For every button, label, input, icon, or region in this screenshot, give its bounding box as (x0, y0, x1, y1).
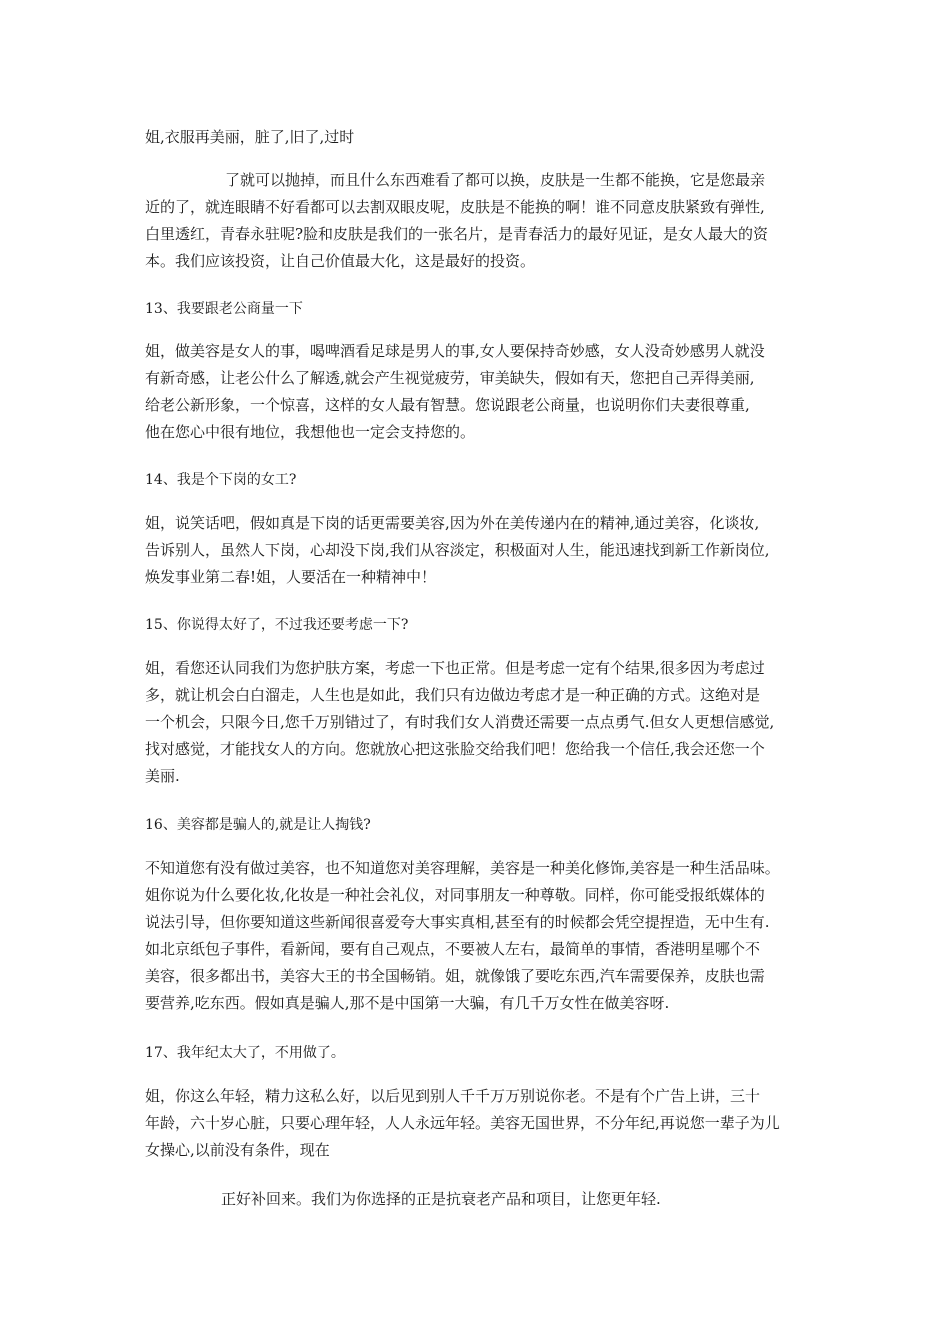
text-line: 姐，说笑话吧，假如真是下岗的话更需要美容,因为外在美传递内在的精神,通过美容，化谈妆, (145, 514, 760, 532)
text-line: 美丽. (145, 767, 180, 785)
text-line: 美容，很多都出书，美容大王的书全国畅销。姐，就像饿了要吃东西,汽车需要保养，皮肤也需 (145, 967, 765, 985)
text-line: 给老公新形象，一个惊喜，这样的女人最有智慧。您说跟老公商量，也说明你们夫妻很尊重, (145, 396, 750, 414)
heading-14: 14、我是个下岗的女工? (145, 472, 297, 488)
text-line: 找对感觉，才能找女人的方向。您就放心把这张脸交给我们吧！您给我一个信任,我会还您一个 (145, 740, 765, 758)
heading-13: 13、我要跟老公商量一下 (145, 301, 303, 317)
text-line: 不知道您有没有做过美容，也不知道您对美容理解，美容是一种美化修饰,美容是一种生活品味。 (145, 859, 780, 877)
text-line: 有新奇感，让老公什么了解透,就会产生视觉疲劳，审美缺失，假如有天，您把自己弄得美丽, (145, 369, 755, 387)
paragraph-17 (145, 1083, 810, 1164)
paragraph-intro (145, 124, 810, 151)
text-line: 了就可以抛掉，而且什么东西难看了都可以换，皮肤是一生都不能换，它是您最亲 (225, 171, 766, 189)
heading-15: 15、你说得太好了，不过我还要考虑一下? (145, 617, 409, 633)
text-line: 女操心,以前没有条件，现在 (145, 1141, 330, 1159)
text-line: 近的了，就连眼睛不好看都可以去割双眼皮呢，皮肤是不能换的啊！谁不同意皮肤紧致有弹性, (145, 198, 765, 216)
heading-16: 16、美容都是骗人的,就是让人掏钱? (145, 817, 371, 833)
paragraph-skin (145, 167, 810, 275)
paragraph-13 (145, 338, 810, 446)
text-line: 白里透红，青春永驻呢?脸和皮肤是我们的一张名片，是青春活力的最好见证，是女人最大的资 (145, 225, 769, 243)
text-line: 正好补回来。我们为你选择的正是抗衰老产品和项目，让您更年轻. (221, 1190, 661, 1208)
text-line: 要营养,吃东西。假如真是骗人,那不是中国第一大骗，有几千万女性在做美容呀. (145, 994, 670, 1012)
heading-17: 17、我年纪太大了，不用做了。 (145, 1045, 345, 1061)
text-line: 他在您心中很有地位，我想他也一定会支持您的。 (145, 423, 476, 441)
paragraph-15 (145, 655, 810, 790)
text-line: 姐，你这么年轻，精力这私么好，以后见到别人千千万万别说你老。不是有个广告上讲，三十 (145, 1087, 761, 1105)
text-line: 本。我们应该投资，让自己价值最大化，这是最好的投资。 (145, 252, 536, 270)
text-line: 说法引导，但你要知道这些新闻很喜爱夸大事实真相,甚至有的时候都会凭空提捏造，无中生有. (145, 913, 770, 931)
text-line: 一个机会，只限今日,您千万别错过了，有时我们女人消费还需要一点点勇气.但女人更想信感觉, (145, 713, 775, 731)
text-line: 姐，做美容是女人的事，喝啤酒看足球是男人的事,女人要保持奇妙感，女人没奇妙感男人就没 (145, 342, 765, 360)
text-line: 年龄，六十岁心脏，只要心理年轻，人人永远年轻。美容无国世界，不分年纪,再说您一辈子为儿 (145, 1114, 780, 1132)
text-line: 多，就让机会白白溜走，人生也是如此，我们只有边做边考虑才是一种正确的方式。这绝对是 (145, 686, 761, 704)
text-line: 姐你说为什么要化妆,化妆是一种社会礼仪，对同事朋友一种尊敬。同样，你可能受报纸媒体的 (145, 886, 765, 904)
paragraph-18 (145, 1186, 810, 1213)
text-line: 姐,衣服再美丽，脏了,旧了,过时 (145, 128, 355, 146)
paragraph-16 (145, 855, 810, 1017)
text-line: 焕发事业第二春!姐，人要活在一种精神中！ (145, 568, 437, 586)
paragraph-14 (145, 510, 810, 591)
text-line: 如北京纸包子事件，看新闻，要有自己观点，不要被人左右，最简单的事情，香港明星哪个不 (145, 940, 761, 958)
text-line: 姐，看您还认同我们为您护肤方案，考虑一下也正常。但是考虑一定有个结果,很多因为考虑过 (145, 659, 765, 677)
text-line: 告诉别人，虽然人下岗，心却没下岗,我们从容淡定，积极面对人生，能迅速找到新工作新岗位, (145, 541, 770, 559)
